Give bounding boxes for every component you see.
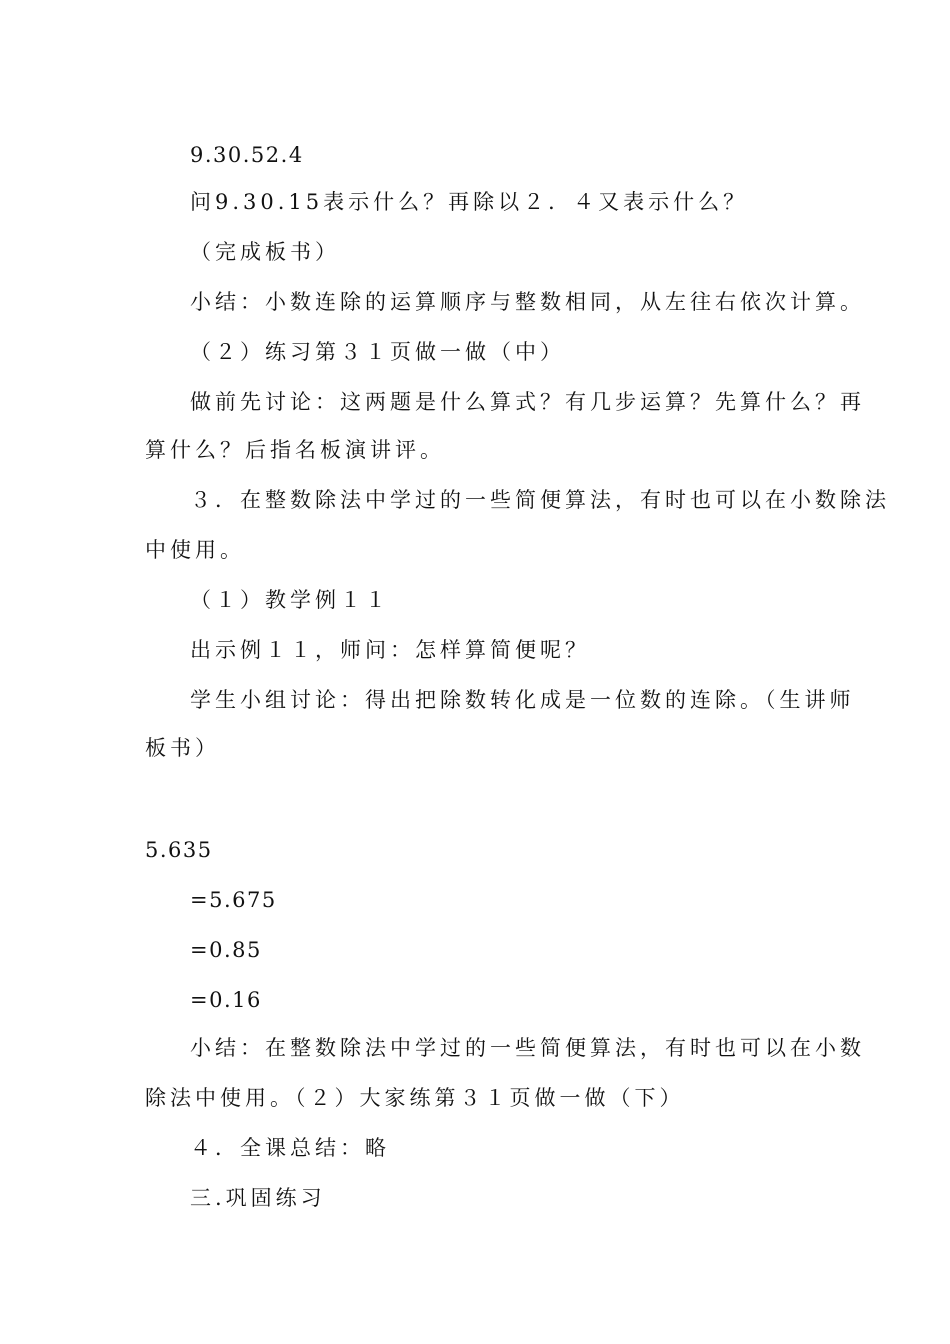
final-summary-line-1: 小结：在整数除法中学过的一些简便算法，有时也可以在小数 (190, 1036, 865, 1060)
summary-line: 小结：小数连除的运算顺序与整数相同，从左往右依次计算。 (190, 290, 865, 314)
section-3-line-1: ３．在整数除法中学过的一些简便算法，有时也可以在小数除法 (190, 488, 890, 512)
practice-heading: 三.巩固练习 (190, 1186, 326, 1210)
calculation-step-3: =0.16 (190, 988, 262, 1012)
example-question-line: 出示例１１，师问：怎样算简便呢？ (190, 638, 590, 662)
calculation-step-1: =5.675 (190, 888, 277, 912)
group-discussion-line-2: 板书） (145, 736, 220, 760)
calculation-step-2: =0.85 (190, 938, 262, 962)
calculation-start: 5.635 (145, 838, 213, 862)
exercise-line: （２）练习第３１页做一做（中） (190, 340, 565, 364)
discussion-line-2: 算什么？后指名板演讲评。 (145, 438, 445, 462)
section-3-line-2: 中使用。 (145, 538, 245, 562)
lesson-summary-line: ４．全课总结：略 (190, 1136, 390, 1160)
final-summary-line-2: 除法中使用。（２）大家练第３１页做一做（下） (145, 1086, 685, 1110)
example-heading: （１）教学例１１ (190, 588, 390, 612)
question-line: 问9.30.15表示什么？再除以２．４又表示什么？ (190, 190, 749, 214)
group-discussion-line-1: 学生小组讨论：得出把除数转化成是一位数的连除。（生讲师 (190, 688, 855, 712)
equation-line: 9.30.52.4 (190, 143, 304, 167)
discussion-line-1: 做前先讨论：这两题是什么算式？有几步运算？先算什么？再 (190, 390, 865, 414)
board-note-line: （完成板书） (190, 240, 340, 264)
